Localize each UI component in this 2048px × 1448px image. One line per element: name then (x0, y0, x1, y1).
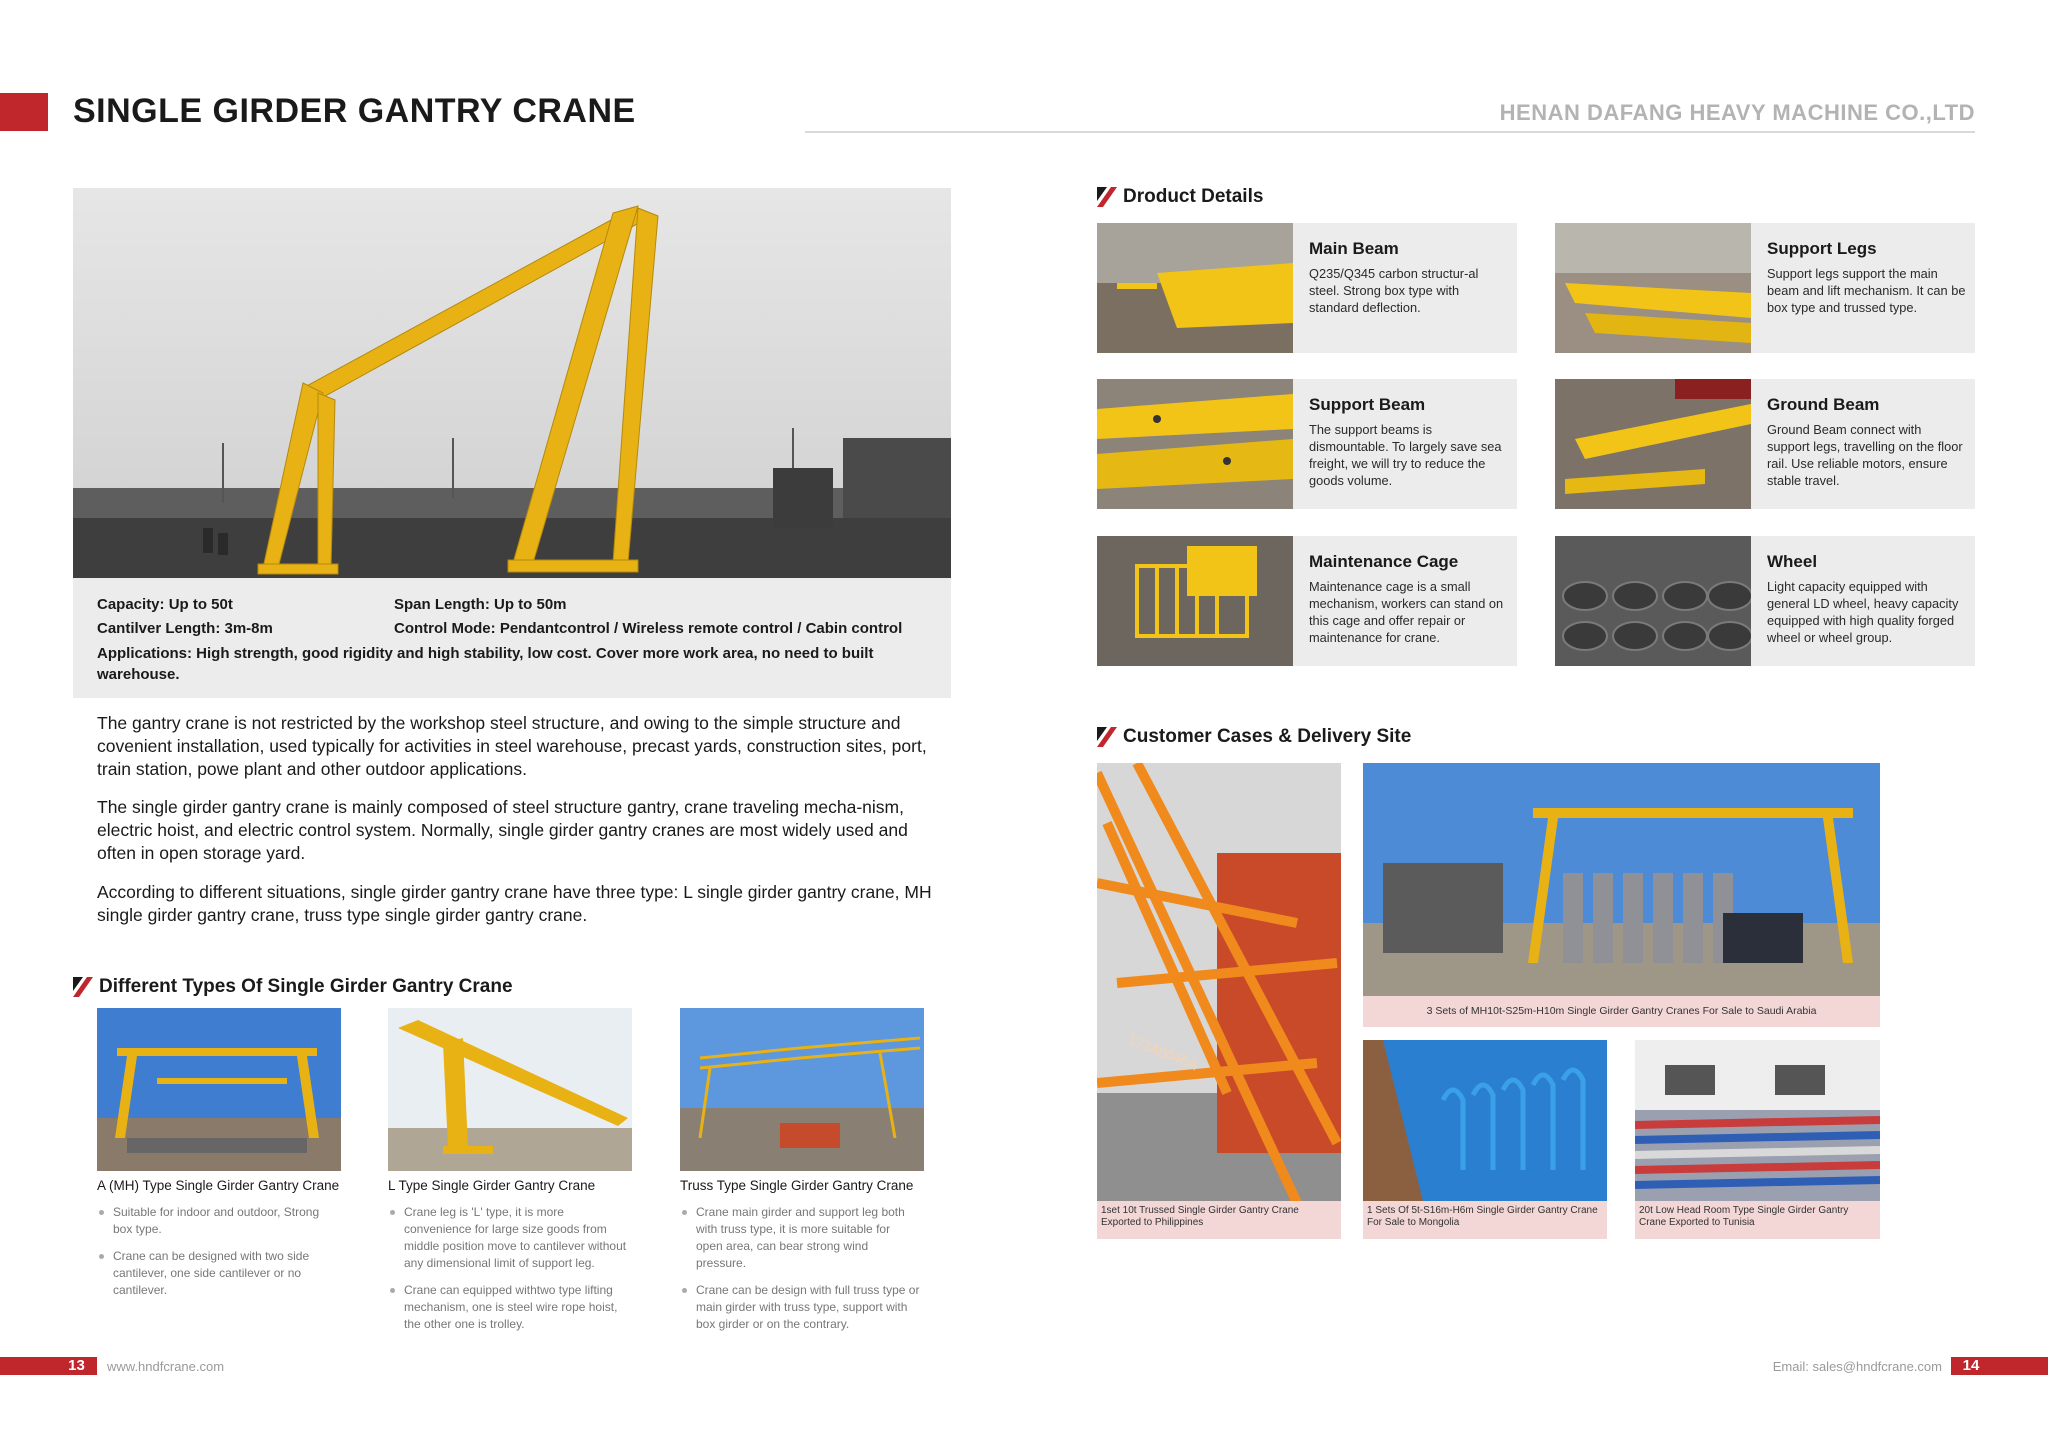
page-number-left: 13 (68, 1357, 85, 1374)
spec-applications: Applications: High strength, good rigidity and high stability, low cost. Cover more work area, no need to built warehouse. (97, 645, 874, 683)
case-saudi-caption: 3 Sets of MH10t-S25m-H10m Single Girder Gantry Cranes For Sale to Saudi Arabia (1363, 996, 1880, 1027)
type-mh-photo (97, 1008, 341, 1171)
cases-heading (1097, 726, 1411, 748)
spec-control-mode: Control Mode: Pendantcontrol / Wireless remote control / Cabin control (394, 620, 903, 637)
list-item: Crane leg is 'L' type, it is more convenience for large size goods from middle position move to cantilever without any dimensional limit of support leg. (388, 1204, 628, 1272)
intro-paragraph-2: The single girder gantry crane is mainly composed of steel structure gantry, crane traveling mecha-nism, electric hoist, and electric control system. Normally, single girder gantry cranes are most widely used and often in open storage yard. (97, 797, 908, 863)
case-mongolia-caption: 1 Sets Of 5t-S16m-H6m Single Girder Gantry Crane For Sale to Mongolia (1363, 1201, 1607, 1239)
list-item: Crane main girder and support leg both with truss type, it is more suitable for open area, can bear strong wind pressure. (680, 1204, 920, 1272)
case-mongolia-photo (1363, 1040, 1607, 1201)
header-accent-bar (0, 93, 48, 131)
case-saudi-photo (1363, 763, 1880, 996)
header-divider (805, 131, 1975, 133)
support-legs-photo (1555, 223, 1751, 353)
detail-title: Main Beam (1309, 239, 1399, 258)
details-heading-text: Droduct Details (1123, 186, 1264, 207)
maintenance-cage-photo (1097, 536, 1293, 666)
spec-capacity: Capacity: Up to 50t (97, 596, 233, 613)
type-mh-bullets (97, 1204, 337, 1309)
detail-text: Support legs support the main beam and lift mechanism. It can be box type and trussed type. (1767, 266, 1966, 315)
detail-title: Maintenance Cage (1309, 552, 1459, 571)
type-l-photo (388, 1008, 632, 1171)
detail-title: Ground Beam (1767, 395, 1880, 414)
company-name: HENAN DAFANG HEAVY MACHINE CO.,LTD (1499, 100, 1975, 125)
spec-cantilever: Cantilver Length: 3m-8m (97, 620, 273, 637)
details-heading (1097, 186, 1263, 208)
case-truss-photo (1097, 763, 1341, 1201)
type-truss-title: Truss Type Single Girder Gantry Crane (680, 1178, 914, 1193)
type-l-title: L Type Single Girder Gantry Crane (388, 1178, 596, 1193)
detail-title: Wheel (1767, 552, 1818, 571)
detail-title: Support Beam (1309, 395, 1426, 414)
hero-crane-photo (73, 188, 951, 578)
types-heading (73, 976, 513, 998)
section-slash-icon (1097, 727, 1117, 747)
wheel-photo (1555, 536, 1751, 666)
detail-card-support-legs (1555, 223, 1975, 353)
cases-heading-text: Customer Cases & Delivery Site (1123, 726, 1412, 747)
footer-email-link[interactable]: Email: sales@hndfcrane.com (1772, 1359, 1942, 1374)
truss-stamp: 172A0046A (1125, 1030, 1200, 1074)
footer-website-link[interactable]: www.hndfcrane.com (107, 1359, 225, 1374)
main-beam-photo (1097, 223, 1293, 353)
list-item: Suitable for indoor and outdoor, Strong box type. (97, 1204, 337, 1238)
case-tunisia-photo (1635, 1040, 1880, 1201)
list-item: Crane can equipped withtwo type lifting mechanism, one is steel wire rope hoist, the other one is trolley. (388, 1282, 628, 1333)
spec-span: Span Length: Up to 50m (394, 596, 567, 613)
type-truss-photo (680, 1008, 924, 1171)
detail-text: Q235/Q345 carbon structur-al steel. Strong box type with standard deflection. (1309, 266, 1479, 315)
detail-text: The support beams is dismountable. To largely save sea freight, we will try to reduce the goods volume. (1309, 422, 1502, 488)
intro-paragraph-3: According to different situations, single girder gantry crane have three type: L single girder gantry crane, MH single girder gantry crane, truss type single girder gantry crane. (97, 882, 932, 925)
ground-beam-photo (1555, 379, 1751, 509)
page-title: SINGLE GIRDER GANTRY CRANE (73, 92, 636, 130)
detail-card-support-beam (1097, 379, 1517, 509)
types-heading-text: Different Types Of Single Girder Gantry Crane (99, 976, 513, 997)
support-beam-photo (1097, 379, 1293, 509)
case-truss-caption: 1set 10t Trussed Single Girder Gantry Crane Exported to Philippines (1097, 1201, 1341, 1239)
detail-text: Ground Beam connect with support legs, travelling on the floor rail. Use reliable motors, ensure stable travel. (1767, 422, 1963, 488)
detail-card-wheel (1555, 536, 1975, 666)
type-truss-bullets (680, 1204, 920, 1343)
detail-text: Maintenance cage is a small mechanism, workers can stand on this cage and offer repair or maintenance for crane. (1309, 579, 1504, 645)
section-slash-icon (1097, 187, 1117, 207)
detail-card-main-beam (1097, 223, 1517, 353)
specs-panel (73, 578, 951, 698)
detail-text: Light capacity equipped with general LD wheel, heavy capacity equipped with high quality forged wheel or wheel group. (1767, 579, 1959, 645)
type-l-bullets (388, 1204, 628, 1343)
type-mh-title: A (MH) Type Single Girder Gantry Crane (97, 1178, 340, 1193)
detail-title: Support Legs (1767, 239, 1877, 258)
intro-paragraph-1: The gantry crane is not restricted by the workshop steel structure, and owing to the simple structure and covenient installation, used typically for activities in steel warehouse, precast yards, construction sites, port, train station, powe plant and other outdoor applications. (97, 713, 927, 779)
detail-card-ground-beam (1555, 379, 1975, 509)
page-number-right: 14 (1962, 1357, 1980, 1374)
list-item: Crane can be designed with two side cantilever, one side cantilever or no cantilever. (97, 1248, 337, 1299)
detail-card-maintenance-cage (1097, 536, 1517, 666)
section-slash-icon (73, 977, 93, 997)
list-item: Crane can be design with full truss type or main girder with truss type, support with box girder or on the contrary. (680, 1282, 920, 1333)
case-tunisia-caption: 20t Low Head Room Type Single Girder Gantry Crane Exported to Tunisia (1635, 1201, 1880, 1239)
